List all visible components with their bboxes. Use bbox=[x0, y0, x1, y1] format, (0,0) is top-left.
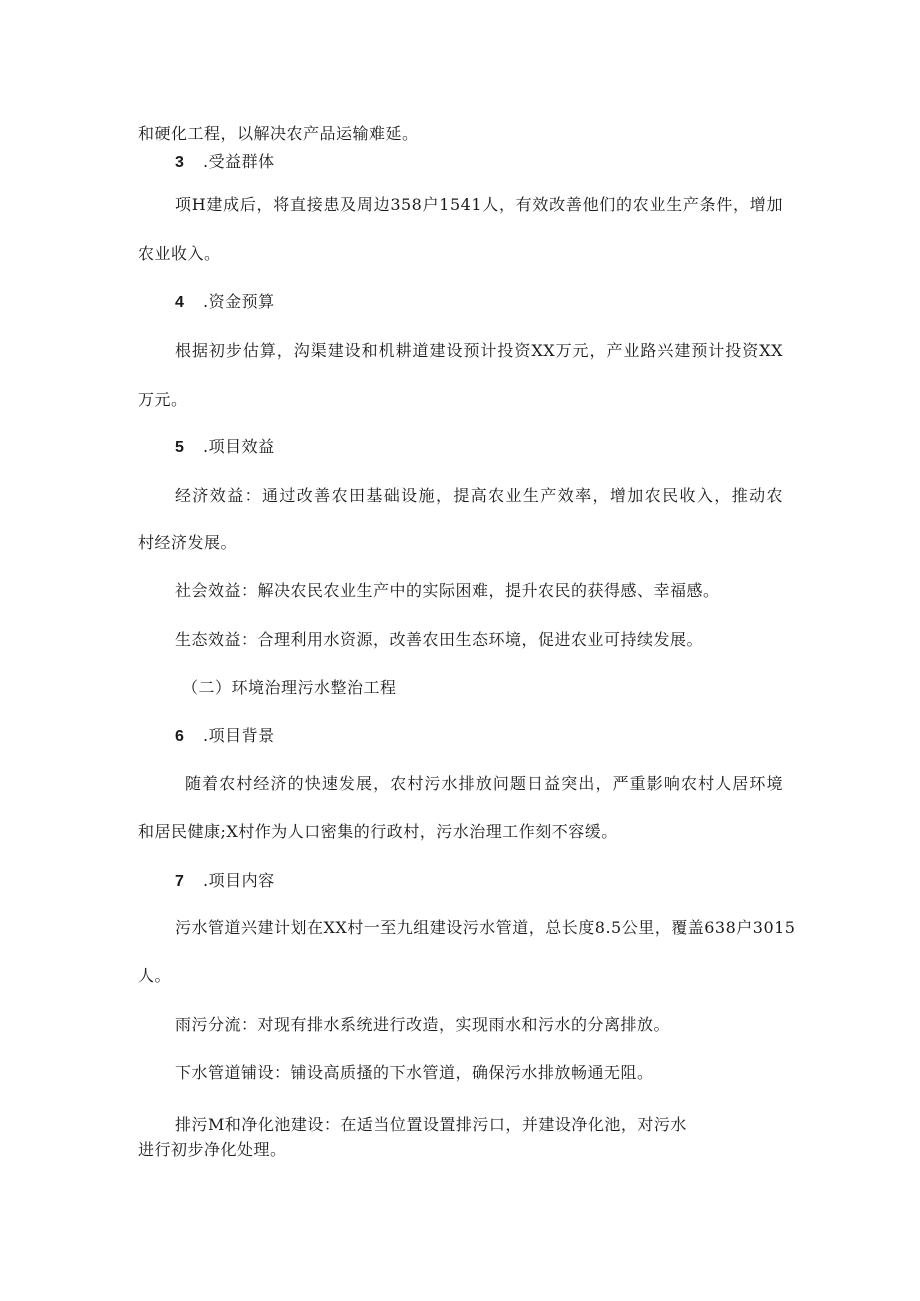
paragraph-beneficiaries: 项H建成后，将直接患及周边358户1541人，有效改善他们的农业生产条件，增加 bbox=[175, 195, 783, 214]
paragraph-rain-sewage-separation: 雨污分流：对现有排水系统进行改造，实现雨水和污水的分离排放。 bbox=[175, 1015, 671, 1034]
section-number: 3 bbox=[175, 154, 185, 171]
paragraph-budget: 根据初步估算，沟渠建设和机耕道建设预计投资XX万元，产业路兴建预计投资XX bbox=[175, 341, 783, 360]
section-number: 6 bbox=[175, 728, 185, 745]
paragraph-outlet-purification: 排污M和净化池建设：在适当位置设置排污口，并建设净化池，对污水 bbox=[175, 1115, 687, 1134]
section-heading-3 bbox=[175, 152, 275, 173]
paragraph-background: 随着农村经济的快速发展，农村污水排放问题日益突出，严重影响农村人居环境 bbox=[185, 774, 783, 793]
paragraph-ecological-benefit: 生态效益：合理利用水资源，改善农田生态环境，促进农业可持续发展。 bbox=[175, 630, 704, 649]
paragraph-pipeline-cont: 人。 bbox=[138, 966, 172, 985]
paragraph-pipeline: 污水管道兴建计划在XX村一至九组建设污水管道，总长度8.5公里，覆盖638户3015 bbox=[175, 918, 796, 937]
section-number: 4 bbox=[175, 294, 185, 311]
paragraph-continuation: 和硬化工程，以解决农产品运输难延。 bbox=[138, 124, 419, 143]
section-title: .项目内容 bbox=[203, 871, 275, 890]
paragraph-social-benefit: 社会效益：解决农民农业生产中的实际困难，提升农民的获得感、幸福感。 bbox=[175, 581, 720, 600]
section-heading-4 bbox=[175, 292, 275, 313]
paragraph-economic-benefit-cont: 村经济发展。 bbox=[138, 533, 238, 552]
paragraph-budget-cont: 万元。 bbox=[138, 390, 188, 409]
paragraph-economic-benefit: 经济效益：通过改善农田基础设施，提高农业生产效率，增加农民收入，推动农 bbox=[175, 486, 783, 505]
section-title: .项目背景 bbox=[203, 726, 275, 745]
paragraph-sewer-laying: 下水管道铺设：铺设高质搔的下水管道，确保污水排放畅通无阻。 bbox=[175, 1063, 654, 1082]
section-title: .资金预算 bbox=[203, 292, 275, 311]
section-title: .项目效益 bbox=[203, 437, 275, 456]
section-number: 7 bbox=[175, 873, 185, 890]
section-title: .受益群体 bbox=[203, 152, 275, 171]
paragraph-background-cont: 和居民健康;X村作为人口密集的行政村，污水治理工作刻不容缓。 bbox=[138, 822, 618, 841]
section-heading-6 bbox=[175, 726, 275, 747]
paragraph-beneficiaries-cont: 农业收入。 bbox=[138, 244, 221, 263]
section-number: 5 bbox=[175, 439, 185, 456]
section-heading-5 bbox=[175, 437, 275, 458]
section-heading-7 bbox=[175, 871, 275, 892]
paragraph-outlet-purification-cont: 进行初步净化处理。 bbox=[138, 1140, 287, 1159]
chapter-heading: （二）环境治理污水整治工程 bbox=[182, 678, 397, 697]
